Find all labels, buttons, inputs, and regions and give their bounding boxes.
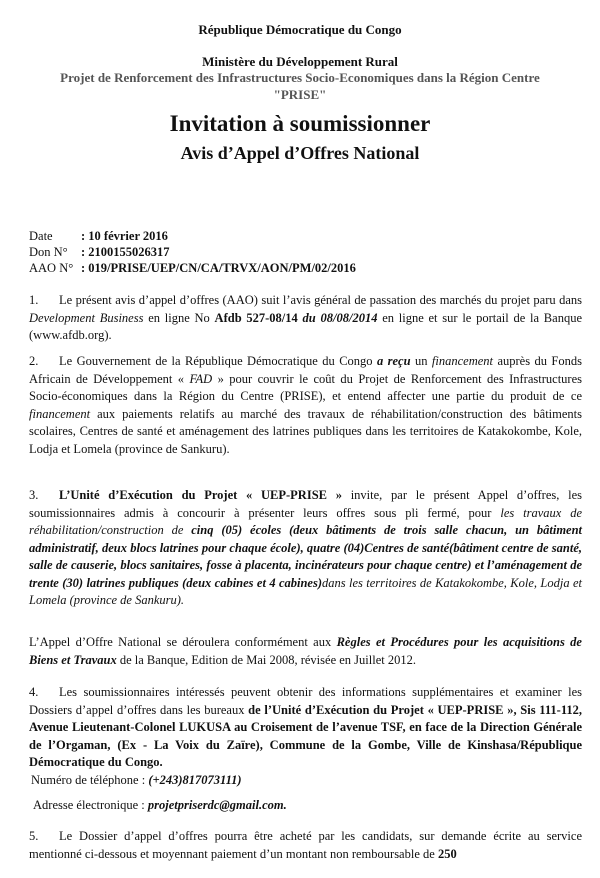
paragraph-4: 4. Les soumissionnaires intéressés peuvent obtenir des informations supplémentaires et examiner les Dossiers d’appel d’offres dans les bureaux de l’Unité d’Exécution du Projet « UEP-PRISE », Sis 111-112, Avenue Lieutenant-Colonel LUKUSA au Croisement de l’avenue TSF, en face de la Direction Générale de l’Orgaman, (Ex - La Voix du Zaïre), Commune de la Gombe, Ville de Kinshasa/République Démocratique du Congo. [29,685,583,769]
phone-label: Numéro de téléphone : [31,773,149,787]
paragraph-3: 3. L’Unité d’Exécution du Projet « UEP-PRISE » invite, par le présent Appel d’offres, les soumissionnaires admis à concourir à présenter leurs offres sous pli fermé, pour les travaux de réhabilitation/construction de cinq (05) écoles (deux bâtiments de trois salle chacun, un bâtiment administratif, deux blocs latrines pour chaque école), quatre (04)Centres de santé(bâtiment centre de santé, salle de causerie, blocs sanitaires, fosse à placenta, incinérateurs pour chaque centre) et l’aménagement de trente (30) latrines publiques (deux cabines et 4 cabines)dans les territoires de Katakokombe, Kole, Lodja et Lomela (province de Sankuru). [29,488,583,607]
paragraph-2: 2. Le Gouvernement de la République Démocratique du Congo a reçu un financement auprès du Fonds Africain de Développement « FAD » pour couvrir le coût du Projet de Renforcement des Infrastructures Socio-économiques dans la Région du Centre (PRISE), et entend affecter une partie du produit de ce financement aux paiements relatifs au marché des travaux de réhabilitation/construction des bâtiments scolaires, Centres de santé et aménagement des latrines publiques dans les territoires de Katakokombe, Kole, Lodja et Lomela (province de Sankuru). [29,354,582,456]
date-label: Date [29,229,53,243]
paragraph-5: 5. Le Dossier d’appel d’offres pourra être acheté par les candidats, sur demande écrite au service mentionné ci-dessous et moyennant paiement d’un montant non remboursable de 250 [29,829,582,861]
don-value: : 2100155026317 [81,245,170,259]
date-value: : 10 février 2016 [81,229,168,243]
email-value: projetpriserdc@gmail.com. [147,798,287,812]
paragraph-3-rules: L’Appel d’Offre National se déroulera conformément aux Règles et Procédures pour les acquisitions de Biens et Travaux de la Banque, Edition de Mai 2008, révisée en Juillet 2012. [29,635,582,667]
country-header: République Démocratique du Congo [198,22,402,37]
email-label: Adresse électronique : [33,798,148,812]
paragraph-number: 5. [29,829,39,843]
aao-value: : 019/PRISE/UEP/CN/CA/TRVX/AON/PM/02/2016 [81,261,356,275]
phone-line [31,772,584,790]
document-subtitle: Avis d’Appel d’Offres National [180,143,420,163]
project-header: Projet de Renforcement des Infrastructures Socio-Economiques dans la Région Centre [60,70,540,85]
don-label: Don N° [29,245,68,259]
paragraph-number: 2. [29,354,39,368]
meta-aao [29,261,356,276]
meta-date [29,229,168,244]
paragraph-number: 4. [29,685,39,699]
phone-value: (+243)817073111) [148,773,242,787]
project-acronym: "PRISE" [273,87,327,102]
email-line [33,797,586,815]
ministry-header: Ministère du Développement Rural [202,54,398,69]
paragraph-number: 1. [29,293,39,307]
paragraph-1: 1. Le présent avis d’appel d’offres (AAO) suit l’avis général de passation des marchés du projet paru dans Development Business en ligne No Afdb 527-08/14 du 08/08/2014 en ligne et sur le portail de la Banque (www.afdb.org). [29,293,582,342]
meta-don [29,245,170,260]
aao-label: AAO N° [29,261,74,275]
paragraph-number: 3. [29,488,39,502]
document-title: Invitation à soumissionner [169,111,431,136]
